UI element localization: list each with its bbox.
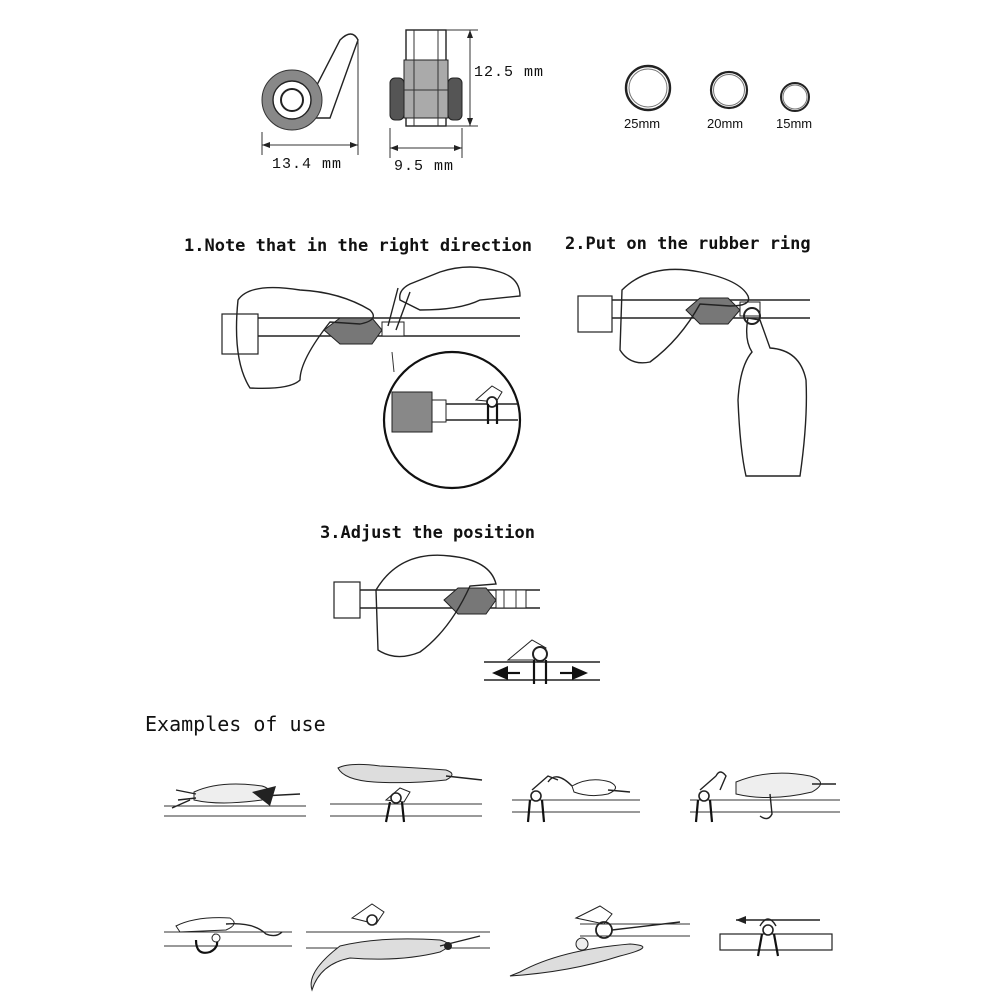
ring-label-20mm: 20mm bbox=[707, 116, 744, 131]
step-1-title: 1.Note that in the right direction bbox=[184, 236, 532, 256]
ring-label-25mm: 25mm bbox=[624, 116, 661, 131]
step-2-title: 2.Put on the rubber ring bbox=[565, 234, 811, 254]
width-dimension-label: 13.4 mm bbox=[272, 156, 343, 173]
ring-label-15mm: 15mm bbox=[776, 116, 813, 131]
example-line-keeper bbox=[720, 916, 832, 956]
example-jig-head bbox=[164, 918, 292, 953]
example-drop-shot bbox=[510, 906, 690, 976]
step-3-title: 3.Adjust the position bbox=[320, 523, 535, 543]
depth-dimension-label: 9.5 mm bbox=[394, 158, 455, 175]
height-dimension-label: 12.5 mm bbox=[474, 64, 545, 81]
example-texas-rig bbox=[306, 904, 490, 990]
examples-title: Examples of use bbox=[145, 712, 326, 736]
